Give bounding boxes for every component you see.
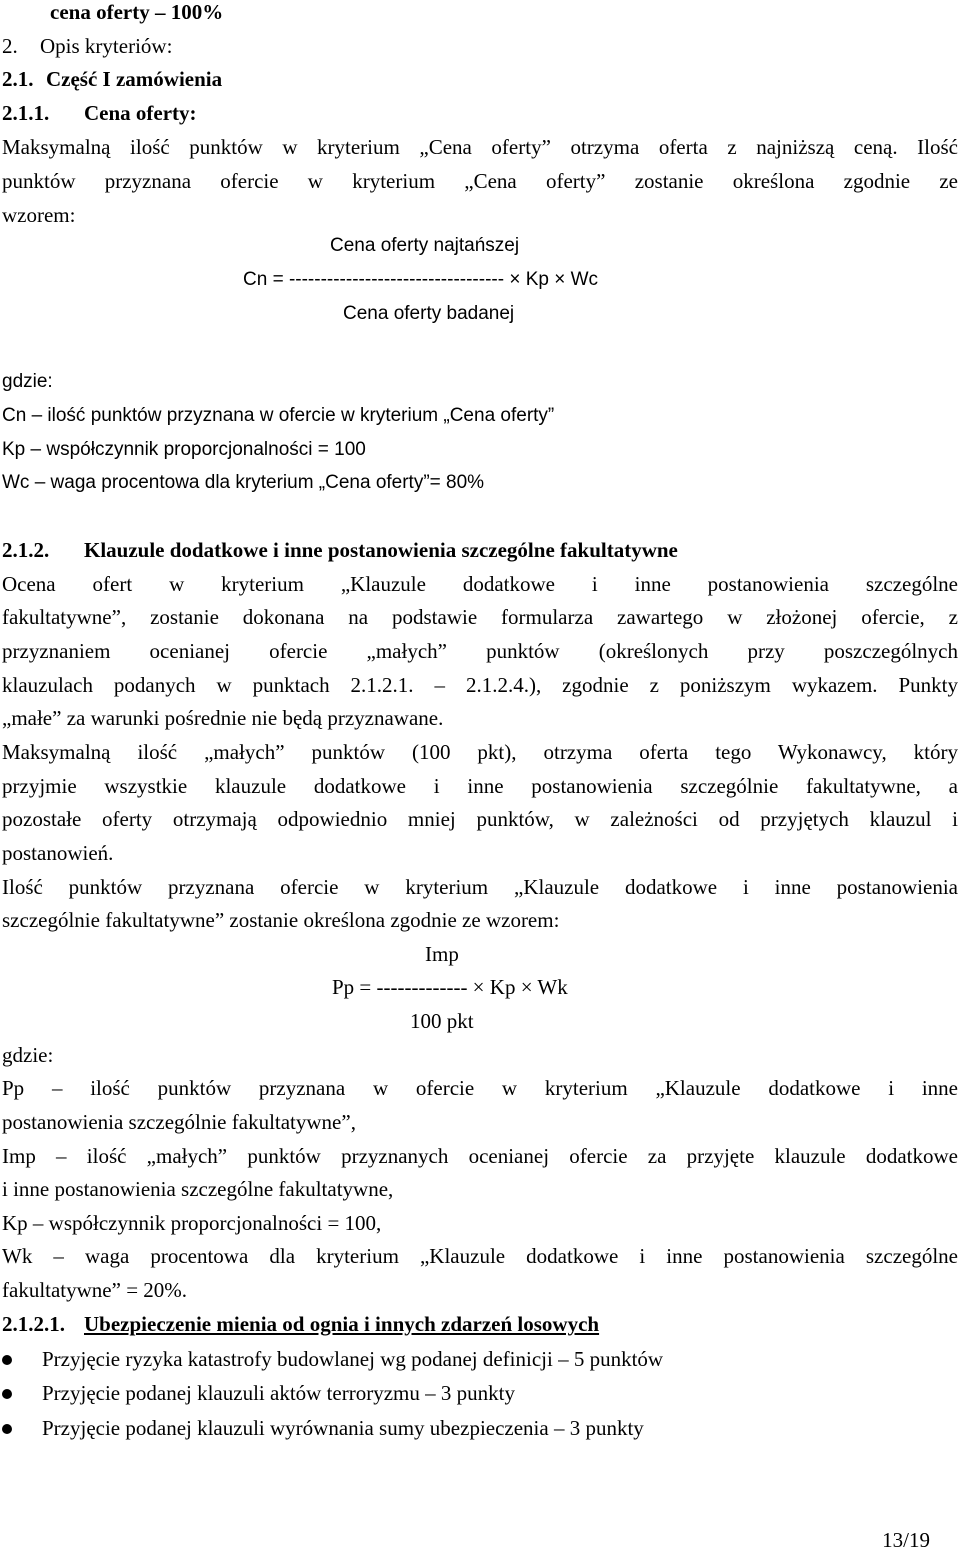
formula-1-denominator: Cena oferty badanej [343, 303, 515, 324]
definition-wk: Wk – waga procentowa dla kryterium „Klauzule dodatkowe i inne postanowienia szczególne [2, 1244, 958, 1268]
definition-pp-cont: postanowienia szczególnie fakultatywne”, [2, 1110, 356, 1134]
section-title: Część I zamówienia [46, 67, 223, 91]
paragraph-line: pozostałe oferty otrzymają odpowiednio mniej punktów, w zależności od przyjętych klauzul i [2, 807, 958, 831]
section-number: 2.1.2. [2, 538, 50, 562]
paragraph-line: szczególnie fakultatywne” zostanie określona zgodnie ze wzorem: [2, 908, 560, 932]
paragraph-line: Ocena ofert w kryterium „Klauzule dodatkowe i inne postanowienia szczególne [2, 572, 958, 596]
definition-kp: Kp – współczynnik proporcjonalności = 100 [2, 439, 366, 460]
formula-2-equation: Pp = ------------- × Kp × Wk [332, 975, 568, 999]
section-title: Cena oferty: [84, 101, 197, 125]
section-2-1-2-1-heading [2, 1310, 958, 1338]
paragraph-line: Maksymalną ilość punktów w kryterium „Cena oferty” otrzyma oferta z najniższą ceną. Ilość [2, 135, 958, 159]
definition-pp: Pp – ilość punktów przyznana w ofercie w kryterium „Klauzule dodatkowe i inne [2, 1076, 958, 1100]
section-number: 2. [2, 34, 18, 58]
paragraph-line: przyjmie wszystkie klauzule dodatkowe i inne postanowienia szczególnie fakultatywne, a [2, 774, 958, 798]
bullet-icon [2, 1424, 12, 1434]
list-item-text: Przyjęcie podanej klauzuli aktów terroryzmu – 3 punkty [42, 1381, 515, 1405]
paragraph-line: wzorem: [2, 203, 76, 227]
section-title: Ubezpieczenie mienia od ognia i innych zdarzeń losowych [84, 1312, 600, 1336]
section-2-heading [2, 32, 958, 60]
bullet-icon [2, 1389, 12, 1399]
section-title: Klauzule dodatkowe i inne postanowienia szczególne fakultatywne [84, 538, 678, 562]
paragraph-line: klauzulach podanych w punktach 2.1.2.1. – 2.1.2.4.), zgodnie z poniższym wykazem. Punkty [2, 673, 958, 697]
formula-1-equation: Cn = ---------------------------------- × Kp × Wc [243, 269, 599, 290]
definition-wc: Wc – waga procentowa dla kryterium „Cena oferty”= 80% [2, 472, 485, 493]
list-item-text: Przyjęcie ryzyka katastrofy budowlanej wg podanej definicji – 5 punktów [42, 1347, 664, 1371]
definition-imp: Imp – ilość „małych” punktów przyznanych ocenianej ofercie za przyjęte klauzule dodatkowe [2, 1144, 958, 1168]
formula-1-numerator: Cena oferty najtańszej [330, 235, 520, 256]
definition-cn: Cn – ilość punktów przyznana w ofercie w kryterium „Cena oferty” [2, 405, 555, 426]
page-number: 13/19 [882, 1528, 930, 1552]
section-number: 2.1.2.1. [2, 1312, 65, 1336]
paragraph-line: postanowień. [2, 841, 114, 865]
where-label: gdzie: [2, 371, 53, 392]
paragraph-line: przyznaniem ocenianej ofercie „małych” punktów (określonych przy poszczególnych [2, 639, 958, 663]
where-label: gdzie: [2, 1043, 54, 1067]
section-2-1-2-heading [2, 536, 958, 564]
definition-kp: Kp – współczynnik proporcjonalności = 100, [2, 1211, 382, 1235]
formula-2-denominator: 100 pkt [410, 1009, 474, 1033]
section-number: 2.1.1. [2, 101, 50, 125]
paragraph-line: fakultatywne”, zostanie dokonana na podstawie formularza zawartego w złożonej ofercie, z [2, 605, 958, 629]
definition-wk-cont: fakultatywne” = 20%. [2, 1278, 188, 1302]
section-2-1-heading [2, 65, 958, 93]
paragraph-line: „małe” za warunki pośrednie nie będą przyznawane. [2, 706, 444, 730]
section-title: Opis kryteriów: [40, 34, 173, 58]
paragraph-line: Maksymalną ilość „małych” punktów (100 pkt), otrzyma oferta tego Wykonawcy, który [2, 740, 958, 764]
definition-imp-cont: i inne postanowienia szczególne fakultatywne, [2, 1177, 394, 1201]
formula-2-numerator: Imp [425, 942, 459, 966]
paragraph-line: punktów przyznana ofercie w kryterium „Cena oferty” zostanie określona zgodnie ze [2, 169, 958, 193]
bullet-icon [2, 1355, 12, 1365]
section-2-1-1-heading [2, 99, 958, 127]
paragraph-line: Ilość punktów przyznana ofercie w kryterium „Klauzule dodatkowe i inne postanowienia [2, 875, 958, 899]
header-price-weight: cena oferty – 100% [50, 0, 224, 24]
list-item-text: Przyjęcie podanej klauzuli wyrównania sumy ubezpieczenia – 3 punkty [42, 1416, 644, 1440]
section-number: 2.1. [2, 67, 34, 91]
